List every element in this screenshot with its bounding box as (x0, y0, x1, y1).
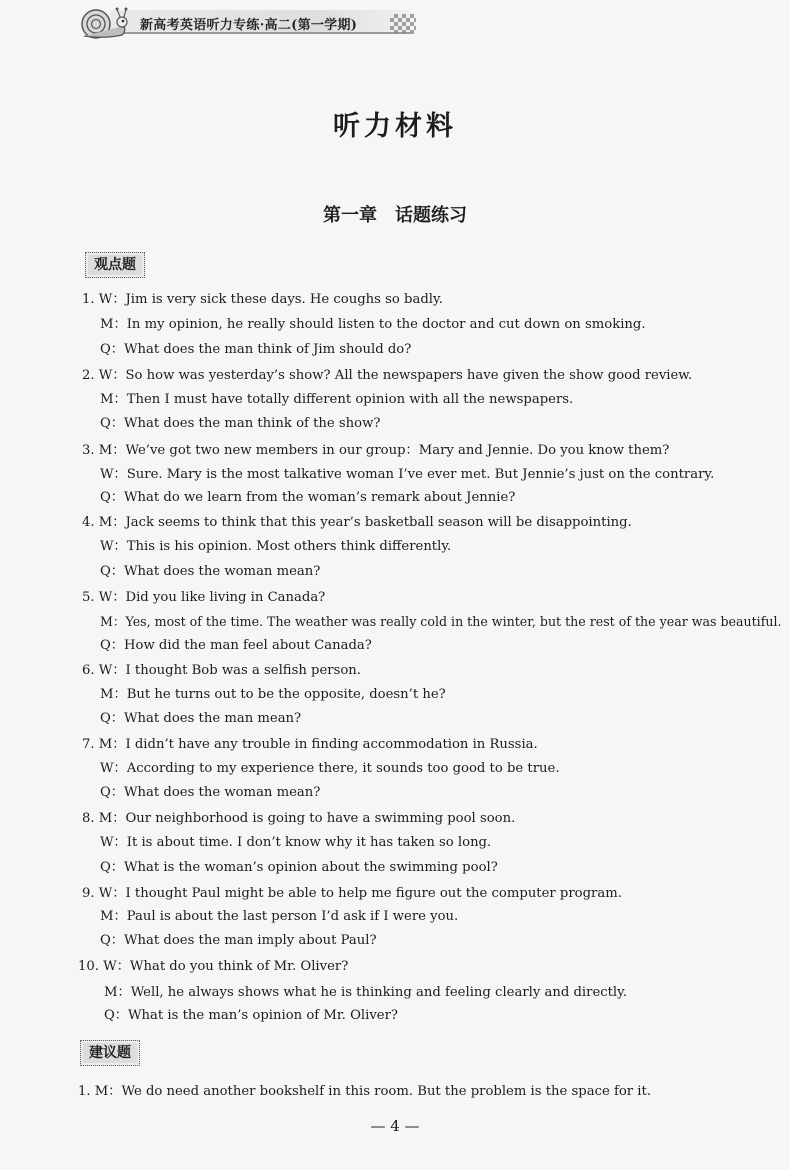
section-label-suggestion: 建议题 (80, 1040, 140, 1066)
dialogue-line: Q：What is the man’s opinion of Mr. Oliver? (104, 1008, 398, 1023)
dialogue-line: Q：What is the woman’s opinion about the swimming pool? (100, 860, 498, 875)
dialogue-line: M：In my opinion, he really should listen to the doctor and cut down on smoking. (100, 317, 646, 332)
dialogue-line: W：Sure. Mary is the most talkative woman I’ve ever met. But Jennie’s just on the contrary. (100, 467, 715, 482)
dialogue-line: 5. W：Did you like living in Canada? (82, 590, 326, 605)
dialogue-line: M：Then I must have totally different opinion with all the newspapers. (100, 392, 574, 407)
dialogue-line: M：Yes, most of the time. The weather was really cold in the winter, but the rest of the year was beautiful. (100, 614, 782, 629)
dialogue-line: Q：What does the man think of Jim should do? (100, 342, 412, 357)
dialogue-line: 9. W：I thought Paul might be able to help me figure out the computer program. (82, 886, 622, 901)
section-label-opinion: 观点题 (85, 252, 145, 278)
dialogue-line: Q：How did the man feel about Canada? (100, 638, 372, 653)
header-title: 新高考英语听力专练·高二(第一学期) (140, 18, 358, 33)
dialogue-line: M：Paul is about the last person I’d ask if I were you. (100, 909, 459, 924)
dialogue-line: Q：What does the woman mean? (100, 785, 321, 800)
dialogue-line: 2. W：So how was yesterday’s show? All the newspapers have given the show good review. (82, 368, 693, 383)
dialogue-line: Q：What does the man think of the show? (100, 416, 381, 431)
dialogue-line: 10. W：What do you think of Mr. Oliver? (78, 959, 349, 974)
dialogue-line: Q：What do we learn from the woman’s remark about Jennie? (100, 490, 516, 505)
header-checker-decoration (390, 14, 416, 34)
page-number: — 4 — (370, 1117, 420, 1135)
chapter-title: 第一章 话题练习 (323, 205, 467, 226)
dialogue-line: Q：What does the man imply about Paul? (100, 933, 377, 948)
dialogue-line: Q：What does the woman mean? (100, 564, 321, 579)
dialogue-line: M：Well, he always shows what he is thinking and feeling clearly and directly. (104, 985, 628, 1000)
snail-icon (78, 6, 130, 40)
running-header (70, 6, 410, 36)
dialogue-line: 3. M：We’ve got two new members in our group：Mary and Jennie. Do you know them? (82, 443, 670, 458)
dialogue-line: 1. W：Jim is very sick these days. He coughs so badly. (82, 292, 443, 307)
dialogue-line: 6. W：I thought Bob was a selfish person. (82, 663, 361, 678)
dialogue-line: W：According to my experience there, it sounds too good to be true. (100, 761, 560, 776)
dialogue-line: 4. M：Jack seems to think that this year’s basketball season will be disappointing. (82, 515, 632, 530)
dialogue-line: 1. M：We do need another bookshelf in this room. But the problem is the space for it. (78, 1084, 652, 1099)
dialogue-line: 8. M：Our neighborhood is going to have a swimming pool soon. (82, 811, 516, 826)
dialogue-line: Q：What does the man mean? (100, 711, 302, 726)
dialogue-line: 7. M：I didn’t have any trouble in finding accommodation in Russia. (82, 737, 538, 752)
dialogue-line: W：It is about time. I don’t know why it has taken so long. (100, 835, 492, 850)
dialogue-line: W：This is his opinion. Most others think differently. (100, 539, 452, 554)
page-title: 听力材料 (333, 111, 457, 142)
dialogue-line: M：But he turns out to be the opposite, doesn’t he? (100, 687, 446, 702)
